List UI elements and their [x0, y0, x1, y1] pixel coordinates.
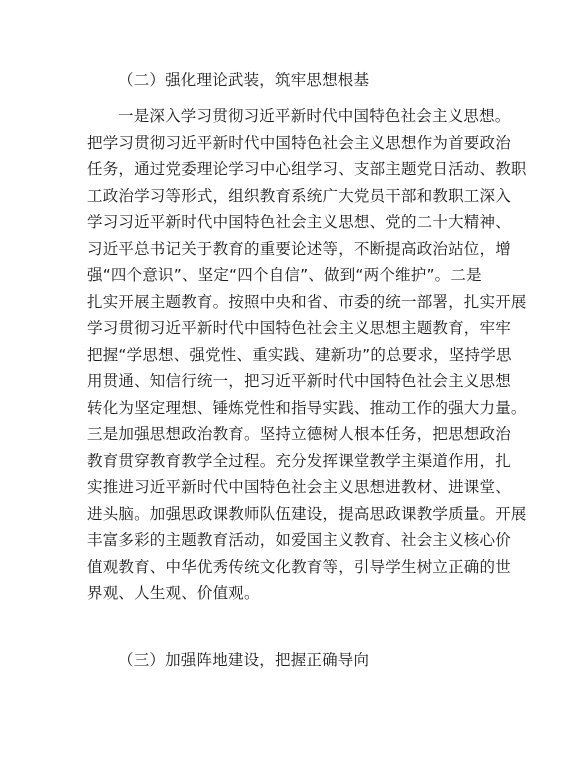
paragraph-line: 进头脑。加强思政课教师队伍建设，提高思政课教学质量。开展 [87, 504, 527, 523]
paragraph-line: 把握“学思想、强党性、重实践、建新功”的总要求，坚持学思 [87, 345, 512, 364]
paragraph-line: 教育贯穿教育教学全过程。充分发挥课堂教学主渠道作用，扎 [87, 451, 511, 470]
paragraph-line: 转化为坚定理想、锤炼党性和指导实践、推动工作的强大力量。 [87, 398, 527, 417]
paragraph-line: 扎实开展主题教育。按照中央和省、市委的统一部署，扎实开展 [87, 292, 527, 311]
paragraph-line: 学习习近平新时代中国特色社会主义思想、党的二十大精神、 [87, 213, 511, 231]
paragraph-line: 丰富多彩的主题教育活动，如爱国主义教育、社会主义核心价 [87, 531, 511, 549]
paragraph-line: 强“四个意识”、坚定“四个自信”、做到“两个维护”。二是 [87, 266, 482, 284]
paragraph-line: 值观教育、中华优秀传统文化教育等，引导学生树立正确的世 [87, 557, 511, 576]
paragraph-line: 学习贯彻习近平新时代中国特色社会主义思想主题教育，牢牢 [87, 319, 511, 337]
paragraph-line: 工政治学习等形式，组织教育系统广大党员干部和教职工深入 [87, 186, 511, 205]
paragraph-line: 实推进习近平新时代中国特色社会主义思想进教材、进课堂、 [87, 478, 511, 496]
section-heading-2: （二）强化理论武装，筑牢思想根基 [118, 71, 370, 89]
body-paragraph [87, 103, 527, 607]
paragraph-line: 任务，通过党委理论学习中心组学习、支部主题党日活动、教职 [87, 160, 527, 178]
paragraph-line: 三是加强思想政治教育。坚持立德树人根本任务，把思想政治 [87, 425, 511, 443]
paragraph-line: 习近平总书记关于教育的重要论述等，不断提高政治站位，增 [87, 239, 511, 258]
paragraph-line: 界观、人生观、价值观。 [87, 584, 260, 602]
paragraph-line: 用贯通、知信行统一，把习近平新时代中国特色社会主义思想 [87, 372, 511, 390]
section-heading-3: （三）加强阵地建设，把握正确导向 [118, 651, 370, 669]
paragraph-line: 把学习贯彻习近平新时代中国特色社会主义思想作为首要政治 [87, 133, 511, 152]
paragraph-line: 一是深入学习贯彻习近平新时代中国特色社会主义思想。 [118, 107, 511, 125]
